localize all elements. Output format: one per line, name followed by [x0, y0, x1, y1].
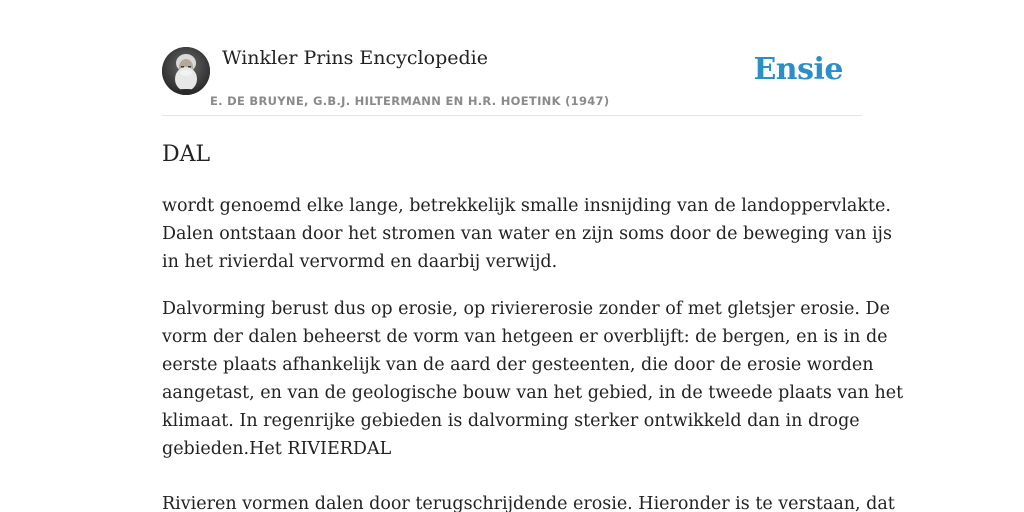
source-authors: E. DE BRUYNE, G.B.J. HILTERMANN EN H.R. HOETINK (1947) [210, 94, 610, 108]
text-line: Dalen ontstaan door het stromen van water en zijn soms door de beweging van ijs [162, 224, 892, 244]
article-title: DAL [162, 142, 211, 167]
text-line: Rivieren vormen dalen door terugschrijdende erosie. Hieronder is te verstaan, dat [162, 494, 895, 512]
text-line: eerste plaats afhankelijk van de aard der gesteenten, die door de erosie worden [162, 355, 874, 375]
text-line: vorm der dalen beheerst de vorm van hetgeen er overblijft: de bergen, en is in de [162, 327, 888, 347]
author-portrait-icon [162, 47, 210, 95]
text-line: klimaat. In regenrijke gebieden is dalvorming sterker ontwikkeld dan in droge [162, 411, 860, 431]
text-line: Dalvorming berust dus op erosie, op riviererosie zonder of met gletsjer erosie. De [162, 299, 890, 319]
text-line: in het rivierdal vervormd en daarbij verwijd. [162, 252, 558, 272]
source-header [162, 46, 862, 116]
text-line: aangetast, en van de geologische bouw van het gebied, in de tweede plaats van het [162, 383, 904, 403]
paragraph-3 [162, 490, 895, 512]
source-title[interactable]: Winkler Prins Encyclopedie [222, 47, 488, 69]
article-body [162, 192, 904, 512]
paragraph-1 [162, 192, 892, 276]
brand-logo[interactable]: Ensie [753, 52, 843, 87]
text-line: wordt genoemd elke lange, betrekkelijk smalle insnijding van de landoppervlakte. [162, 196, 891, 216]
text-line: gebieden.Het RIVIERDAL [162, 439, 392, 459]
paragraph-2 [162, 295, 904, 463]
